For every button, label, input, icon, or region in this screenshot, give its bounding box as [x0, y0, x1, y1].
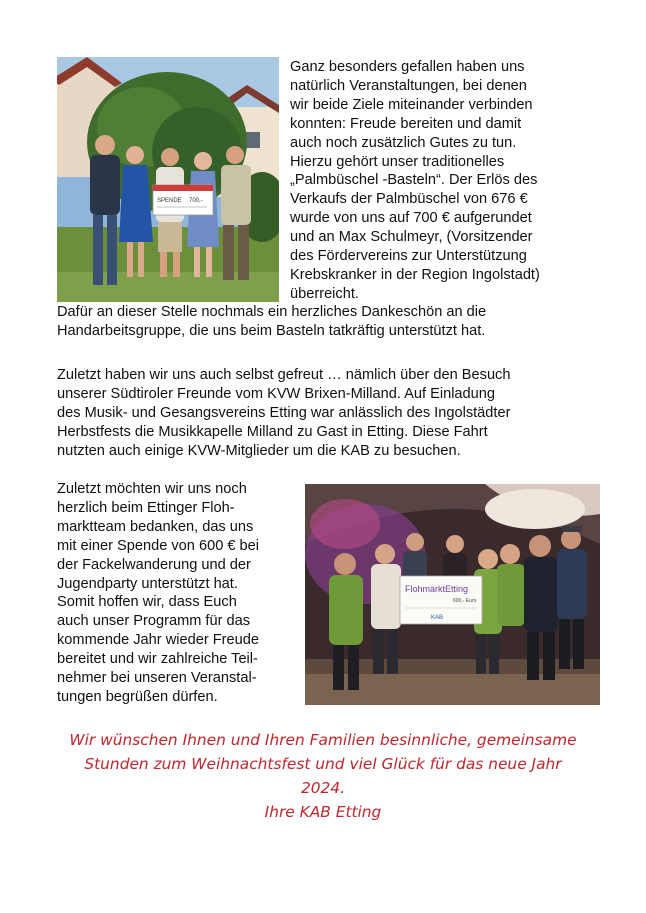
visit-line: nutzten auch einige KVW-Mitglieder um die KAB zu besuchen. [57, 442, 461, 459]
palm-craft-line: Verkaufs der Palmbüschel von 676 € [290, 191, 528, 208]
donation-handover-photo [57, 57, 279, 302]
palm-craft-line: konnten: Freude bereiten und damit [290, 115, 522, 132]
flea-market-line: tungen begrüßen dürfen. [57, 688, 218, 705]
flea-market-line: nehmer bei unseren Veranstal- [57, 670, 257, 687]
thanks-line: Handarbeitsgruppe, die uns beim Basteln tatkräftig unterstützt hat. [57, 322, 486, 339]
thanks-line: Dafür an dieser Stelle nochmals ein herzliches Dankeschön an die [57, 304, 487, 320]
palm-craft-line: überreicht. [290, 285, 359, 302]
check-amount: 700,- [189, 198, 203, 204]
palm-craft-line: des Fördervereins zur Unterstützung [290, 248, 527, 265]
visit-line: unserer Südtiroler Freunde vom KVW Brixen-Milland. Auf Einladung [57, 385, 496, 402]
visit-paragraph [57, 366, 597, 461]
check-amount: 600,- Euro [453, 598, 477, 604]
greeting-line: Stunden zum Weihnachtsfest und viel Glück für das neue Jahr [84, 755, 562, 773]
flea-market-line: kommende Jahr wieder Freude [57, 632, 259, 649]
palm-craft-line: Krebskranker in der Region Ingolstadt) [290, 266, 540, 283]
palm-craft-line: auch noch zusätzlich Gutes zu tun. [290, 134, 517, 151]
christmas-greeting [40, 728, 606, 824]
flea-market-line: der Fackelwanderung und der [57, 556, 251, 573]
check-footer: KAB [431, 615, 444, 621]
visit-line: des Musik- und Gesangsvereins Etting war anlässlich des Ingolstädter [57, 404, 511, 421]
flea-market-line: marktteam bedanken, das uns [57, 518, 254, 535]
flea-market-line: herzlich beim Ettinger Floh- [57, 499, 235, 516]
visit-line: Zuletzt haben wir uns auch selbst gefreut … nämlich über den Besuch [57, 367, 511, 383]
palm-craft-paragraph [290, 58, 590, 304]
visit-line: Herbstfests die Musikkapelle Milland zu Gast in Etting. Diese Fahrt [57, 423, 488, 440]
flea-market-line: bereitet und wir zahlreiche Teil- [57, 651, 258, 668]
palm-craft-line: wir beide Ziele miteinander verbinden [290, 96, 533, 113]
check-text: FlohmarktEtting [405, 584, 469, 594]
palm-craft-line: Hierzu gehört unser traditionelles [290, 153, 505, 170]
flea-market-line: Jugendparty unterstützt hat. [57, 575, 238, 592]
palm-craft-line: natürlich Veranstaltungen, bei denen [290, 77, 527, 94]
check-text: SPENDE [157, 198, 182, 204]
flea-market-line: mit einer Spende von 600 € bei [57, 537, 260, 554]
greeting-signature: Ihre KAB Etting [264, 803, 382, 821]
greeting-line: Wir wünschen Ihnen und Ihren Familien besinnliche, gemeinsame [69, 731, 577, 749]
flea-market-paragraph [57, 480, 297, 707]
flea-market-team-photo [305, 484, 600, 705]
palm-craft-line: wurde von uns auf 700 € aufgerundet [290, 210, 532, 227]
thanks-paragraph [57, 303, 597, 341]
flea-market-line: Zuletzt möchten wir uns noch [57, 481, 247, 497]
palm-craft-line: Ganz besonders gefallen haben uns [290, 59, 525, 75]
flea-market-line: Somit hoffen wir, dass Euch [57, 594, 237, 611]
flea-market-line: auch unser Programm für das [57, 613, 251, 630]
greeting-line: 2024. [300, 779, 346, 797]
palm-craft-line: „Palmbüschel -Basteln“. Der Erlös des [290, 172, 538, 189]
palm-craft-line: und an Max Schulmeyr, (Vorsitzender [290, 229, 533, 246]
